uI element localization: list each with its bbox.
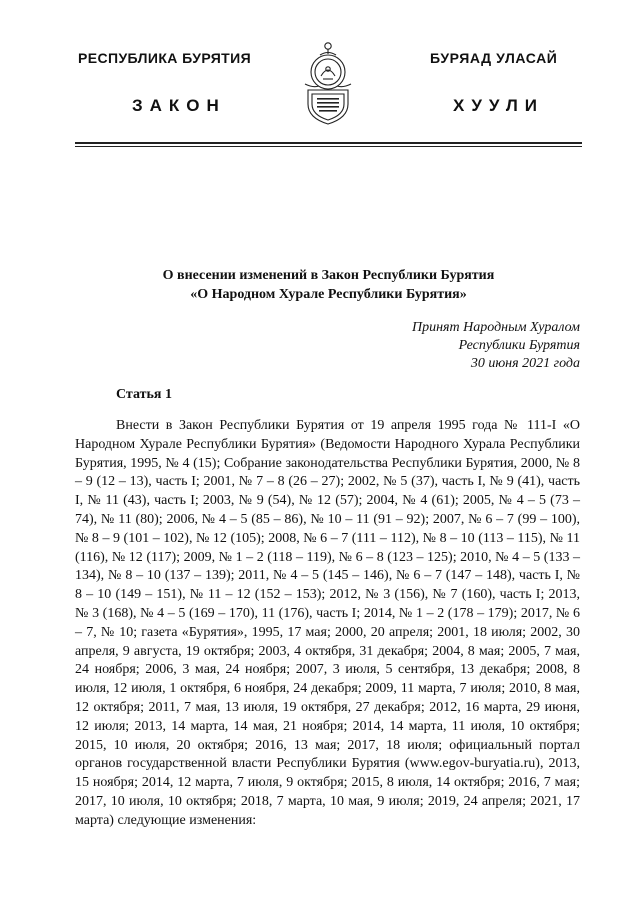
adoption-line-1: Принят Народным Хуралом (411, 320, 580, 335)
coat-of-arms-icon (299, 38, 357, 126)
document-title (75, 266, 582, 304)
header-law-bua: ХУУЛИ (453, 96, 544, 115)
header-republic-ru: РЕСПУБЛИКА БУРЯТИЯ (78, 50, 252, 66)
article-heading: Статья 1 (116, 387, 172, 402)
adoption-line-2: Республики Бурятия (458, 338, 580, 353)
header-law-ru: ЗАКОН (132, 96, 226, 115)
title-line-2: «О Народном Хурале Республики Бурятия» (190, 287, 467, 302)
adoption-note (412, 319, 580, 373)
article-body: Внести в Закон Республики Бурятия от 19 апреля 1995 года № 111-I «О Народном Хурале Республики Бурятия» (Ведомости Народного Хурала Республики Бурятия, 1995, № 4 (15); Собрание законодательства Республики Бурятия, 2000, № 8 – 9 (12 – 13), часть I; 2001, № 7 – 8 (26 – 27); 2002, № 5 (37), часть I, № 9 (41), часть I, № 11 (43), часть I; 2003, № 9 (54), № 12 (57); 2004, № 4 (61); 2005, № 4 – 5 (73 – 74), № 11 (80); 2006, № 4 – 5 (85 – 86), № 10 – 11 (91 – 92); 2007, № 6 – 7 (99 – 100), № 8 – 9 (101 – 102), № 12 (105); 2008, № 6 – 7 (111 – 112), № 8 – 10 (113 – 115), № 11 (116), № 12 (117); 2009, № 1 – 2 (118 – 119), № 6 – 8 (123 – 125); 2010, № 4 – 5 (133 – 134), № 8 – 10 (137 – 139); 2011, № 4 – 5 (145 – 146), № 6 – 7 (147 – 148), часть I, № 8 – 10 (149 – 151), № 11 – 12 (152 – 153); 2012, № 3 (156), № 7 (160), часть I; 2013, № 3 (168), № 4 – 5 (169 – 170), 11 (176), часть I; 2014, № 1 – 2 (178 – 179); 2017, № 6 – 7, № 10; газета «Бурятия», 1995, 17 мая; 2000, 20 апреля; 2001, 18 июля; 2002, 30 апреля, 9 августа, 19 октября; 2003, 4 октября, 31 декабря; 2004, 8 мая; 2005, 7 мая, 24 ноября; 2006, 3 мая, 24 ноября; 2007, 3 июля, 5 сентября, 13 декабря; 2008, 8 июля, 12 июля, 1 октября, 6 ноября, 24 декабря; 2009, 11 марта, 7 июля; 2010, 8 мая, 12 октября; 2011, 7 мая, 13 июля, 19 октября, 27 декабря; 2012, 16 марта, 29 июня, 12 июля; 2013, 14 марта, 14 мая, 21 ноября; 2014, 14 марта, 11 июля, 10 октября; 2015, 10 июля, 20 октября; 2016, 13 мая; 2017, 18 июля; официальный портал органов государственной власти Республики Бурятия (www.egov-buryatia.ru), 2013, 15 ноября; 2014, 12 марта, 7 июля, 9 октября; 2015, 8 июля, 14 октября; 2016, 7 мая; 2017, 10 июля, 10 октября; 2018, 7 марта, 10 мая, 9 июля; 2019, 24 апреля; 2021, 17 марта) следующие изменения: (75, 418, 580, 828)
adoption-date: 30 июня 2021 года (470, 356, 580, 371)
header-republic-bua: БУРЯАД УЛАСАЙ (430, 50, 558, 66)
header-divider-thin (75, 146, 582, 147)
header-divider (75, 142, 582, 144)
title-line-1: О внесении изменений в Закон Республики Бурятия (162, 268, 495, 283)
